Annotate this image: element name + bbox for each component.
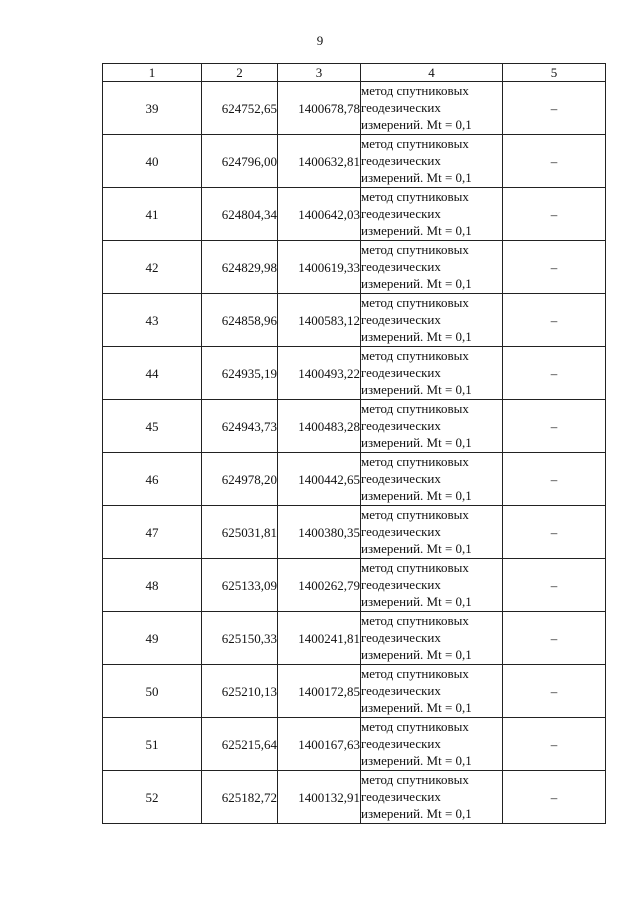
method-line: измерений. Mt = 0,1 [361, 541, 472, 556]
method-line: геодезических [361, 736, 441, 751]
method-line: измерений. Mt = 0,1 [361, 594, 472, 609]
method-cell [361, 665, 503, 718]
method-line: метод спутниковых [361, 242, 469, 257]
method-cell [361, 506, 503, 559]
x-coordinate-cell: 625210,13 [202, 665, 278, 718]
table-body [103, 82, 606, 824]
note-cell: – [503, 612, 606, 665]
x-coordinate-cell: 625182,72 [202, 771, 278, 824]
y-coordinate-cell: 1400619,33 [278, 241, 361, 294]
table-row [103, 612, 606, 665]
x-coordinate-cell: 625150,33 [202, 612, 278, 665]
y-coordinate-cell: 1400642,03 [278, 188, 361, 241]
point-number-cell: 46 [103, 453, 202, 506]
method-line: геодезических [361, 683, 441, 698]
method-line: измерений. Mt = 0,1 [361, 170, 472, 185]
method-line: метод спутниковых [361, 772, 469, 787]
method-line: измерений. Mt = 0,1 [361, 329, 472, 344]
x-coordinate-cell: 624943,73 [202, 400, 278, 453]
method-line: метод спутниковых [361, 295, 469, 310]
x-coordinate-cell: 625215,64 [202, 718, 278, 771]
note-cell: – [503, 188, 606, 241]
note-cell: – [503, 82, 606, 135]
table-row [103, 453, 606, 506]
method-line: измерений. Mt = 0,1 [361, 382, 472, 397]
method-line: измерений. Mt = 0,1 [361, 753, 472, 768]
column-header-2: 2 [202, 64, 278, 82]
table-row [103, 188, 606, 241]
method-line: геодезических [361, 418, 441, 433]
page-number: 9 [316, 33, 324, 48]
point-number-cell: 40 [103, 135, 202, 188]
note-cell: – [503, 241, 606, 294]
y-coordinate-cell: 1400632,81 [278, 135, 361, 188]
method-line: метод спутниковых [361, 613, 469, 628]
y-coordinate-cell: 1400483,28 [278, 400, 361, 453]
method-cell [361, 400, 503, 453]
table-row [103, 135, 606, 188]
method-cell [361, 771, 503, 824]
note-cell: – [503, 400, 606, 453]
table-row [103, 82, 606, 135]
x-coordinate-cell: 624752,65 [202, 82, 278, 135]
method-line: метод спутниковых [361, 507, 469, 522]
y-coordinate-cell: 1400167,63 [278, 718, 361, 771]
method-line: геодезических [361, 524, 441, 539]
note-cell: – [503, 771, 606, 824]
table-row [103, 347, 606, 400]
method-line: метод спутниковых [361, 136, 469, 151]
table-row [103, 771, 606, 824]
method-line: метод спутниковых [361, 719, 469, 734]
method-cell [361, 718, 503, 771]
y-coordinate-cell: 1400262,79 [278, 559, 361, 612]
y-coordinate-cell: 1400172,85 [278, 665, 361, 718]
method-cell [361, 559, 503, 612]
method-line: геодезических [361, 153, 441, 168]
method-line: геодезических [361, 577, 441, 592]
column-header-3: 3 [278, 64, 361, 82]
method-line: измерений. Mt = 0,1 [361, 276, 472, 291]
method-line: метод спутниковых [361, 189, 469, 204]
x-coordinate-cell: 624935,19 [202, 347, 278, 400]
method-line: измерений. Mt = 0,1 [361, 435, 472, 450]
method-cell [361, 188, 503, 241]
method-line: геодезических [361, 630, 441, 645]
method-line: измерений. Mt = 0,1 [361, 488, 472, 503]
x-coordinate-cell: 624796,00 [202, 135, 278, 188]
method-line: геодезических [361, 471, 441, 486]
note-cell: – [503, 135, 606, 188]
method-line: измерений. Mt = 0,1 [361, 223, 472, 238]
method-line: геодезических [361, 312, 441, 327]
note-cell: – [503, 294, 606, 347]
y-coordinate-cell: 1400583,12 [278, 294, 361, 347]
x-coordinate-cell: 625031,81 [202, 506, 278, 559]
method-line: геодезических [361, 206, 441, 221]
method-line: измерений. Mt = 0,1 [361, 700, 472, 715]
method-cell [361, 294, 503, 347]
method-line: измерений. Mt = 0,1 [361, 806, 472, 821]
point-number-cell: 52 [103, 771, 202, 824]
method-cell [361, 612, 503, 665]
method-line: метод спутниковых [361, 666, 469, 681]
point-number-cell: 45 [103, 400, 202, 453]
column-header-1: 1 [103, 64, 202, 82]
method-line: измерений. Mt = 0,1 [361, 117, 472, 132]
table-row [103, 506, 606, 559]
method-cell [361, 135, 503, 188]
x-coordinate-cell: 624804,34 [202, 188, 278, 241]
y-coordinate-cell: 1400132,91 [278, 771, 361, 824]
point-number-cell: 41 [103, 188, 202, 241]
table-row [103, 294, 606, 347]
note-cell: – [503, 559, 606, 612]
y-coordinate-cell: 1400678,78 [278, 82, 361, 135]
y-coordinate-cell: 1400493,22 [278, 347, 361, 400]
method-cell [361, 241, 503, 294]
point-number-cell: 47 [103, 506, 202, 559]
column-header-5: 5 [503, 64, 606, 82]
point-number-cell: 50 [103, 665, 202, 718]
point-number-cell: 51 [103, 718, 202, 771]
column-header-4: 4 [361, 64, 503, 82]
table-header-row [103, 64, 606, 82]
point-number-cell: 49 [103, 612, 202, 665]
table-row [103, 559, 606, 612]
note-cell: – [503, 665, 606, 718]
method-line: метод спутниковых [361, 454, 469, 469]
method-line: метод спутниковых [361, 401, 469, 416]
point-number-cell: 43 [103, 294, 202, 347]
table-row [103, 718, 606, 771]
note-cell: – [503, 453, 606, 506]
point-number-cell: 44 [103, 347, 202, 400]
point-number-cell: 39 [103, 82, 202, 135]
method-line: измерений. Mt = 0,1 [361, 647, 472, 662]
note-cell: – [503, 506, 606, 559]
method-line: геодезических [361, 789, 441, 804]
method-cell [361, 347, 503, 400]
x-coordinate-cell: 624858,96 [202, 294, 278, 347]
method-line: метод спутниковых [361, 348, 469, 363]
y-coordinate-cell: 1400442,65 [278, 453, 361, 506]
note-cell: – [503, 718, 606, 771]
coordinates-table [102, 63, 606, 824]
note-cell: – [503, 347, 606, 400]
method-line: геодезических [361, 365, 441, 380]
y-coordinate-cell: 1400380,35 [278, 506, 361, 559]
x-coordinate-cell: 624829,98 [202, 241, 278, 294]
point-number-cell: 42 [103, 241, 202, 294]
method-line: геодезических [361, 259, 441, 274]
y-coordinate-cell: 1400241,81 [278, 612, 361, 665]
table-row [103, 241, 606, 294]
x-coordinate-cell: 625133,09 [202, 559, 278, 612]
table-row [103, 665, 606, 718]
table-row [103, 400, 606, 453]
method-line: геодезических [361, 100, 441, 115]
point-number-cell: 48 [103, 559, 202, 612]
x-coordinate-cell: 624978,20 [202, 453, 278, 506]
method-cell [361, 82, 503, 135]
method-cell [361, 453, 503, 506]
method-line: метод спутниковых [361, 560, 469, 575]
method-line: метод спутниковых [361, 83, 469, 98]
